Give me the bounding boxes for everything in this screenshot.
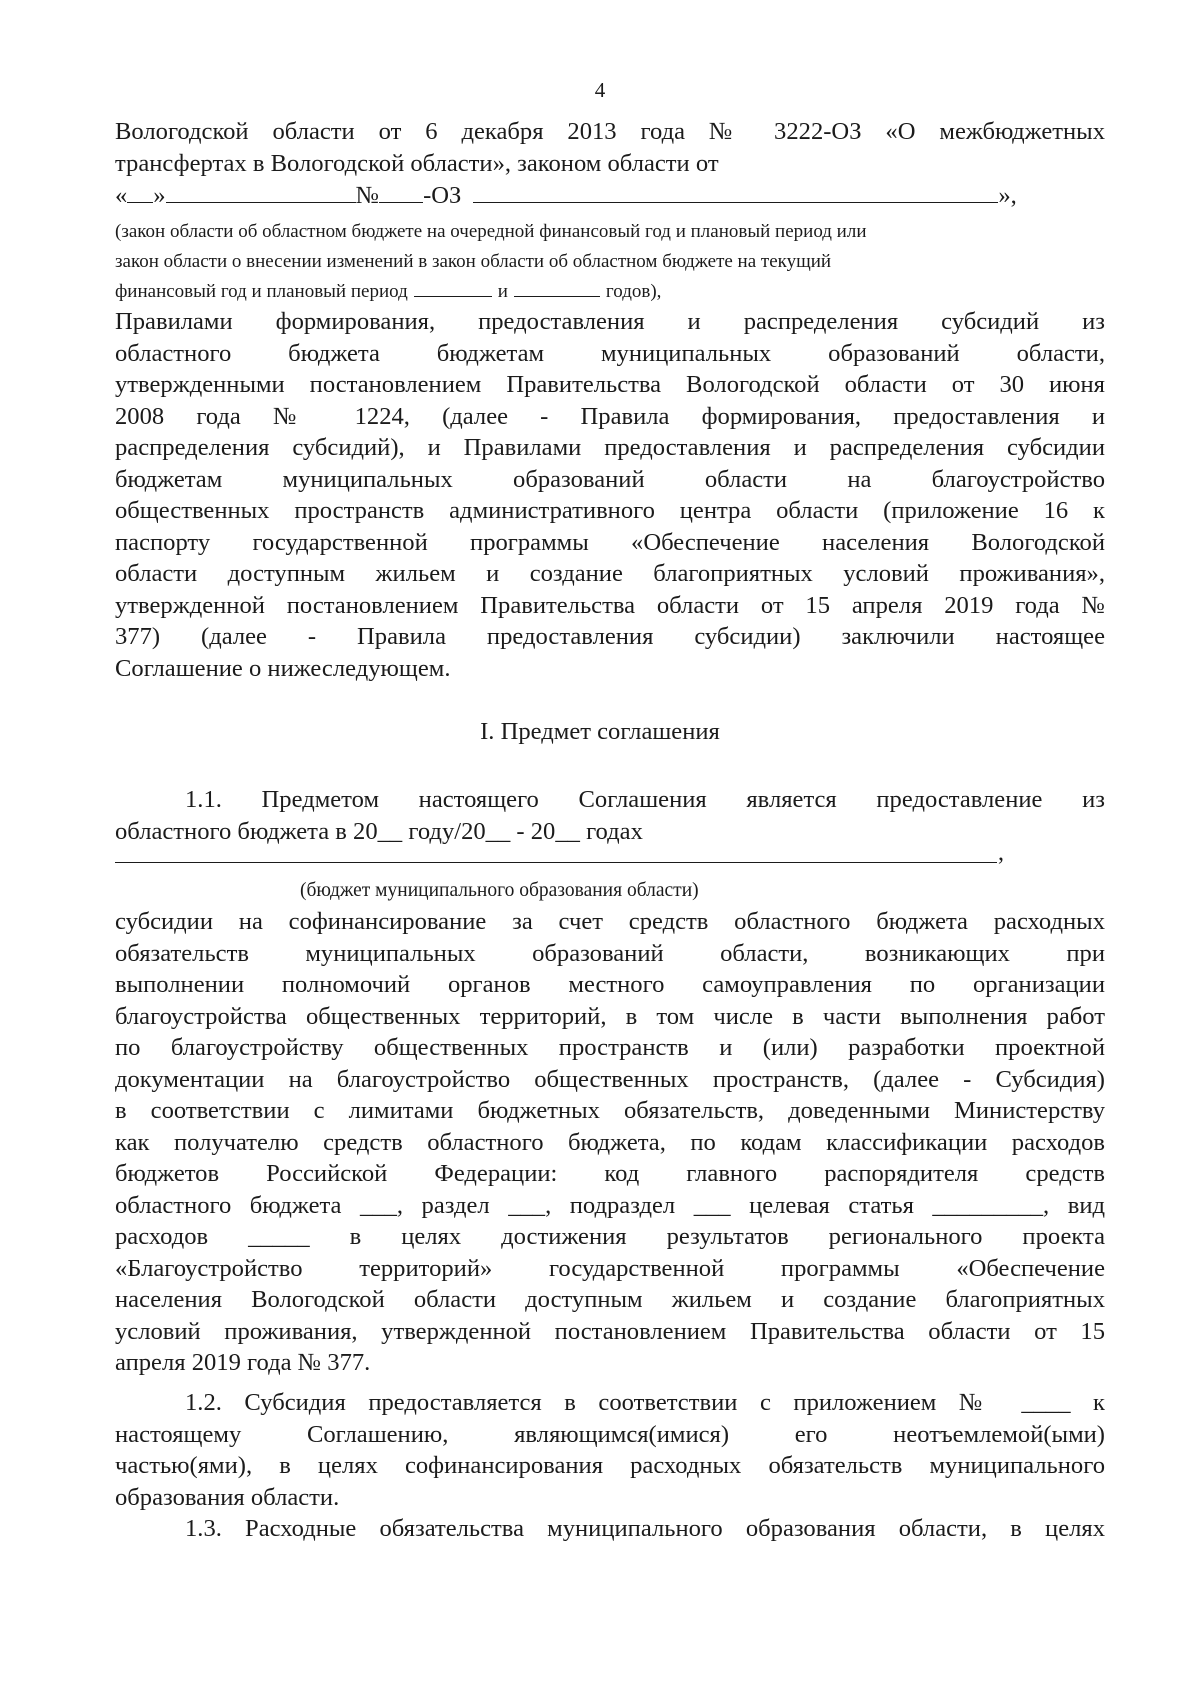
rules-line: общественных пространств административного центра области (приложение 16 к [115,497,1105,524]
rules-paragraph [115,306,1105,684]
rules-line: распределения субсидий), и Правилами предоставления и распределения субсидии [115,434,1105,461]
law-number-blank [379,182,423,203]
budget-blank-line [115,862,997,863]
clause-1-3 [115,1513,1105,1545]
intro-line: Вологодской области от 6 декабря 2013 года № 3222-ОЗ «О межбюджетных [115,118,1105,145]
clause-1-1-line: 1.1. Предметом настоящего Соглашения является предоставление из [185,786,1105,813]
law-note-part: годов), [605,281,662,302]
rules-line: паспорту государственной программы «Обеспечение населения Вологодской [115,528,1105,556]
rules-line: Соглашение о нижеследующем. [115,654,451,682]
rules-line: 377) (далее - Правила предоставления субсидии) заключили настоящее [115,623,1105,650]
clause-1-2 [115,1387,1105,1513]
law-note-part: финансовый год и плановый период [115,281,408,302]
clause-1-1 [115,784,1105,847]
clause-1-2-line: образования области. [115,1483,340,1511]
clause-1-2-line: частью(ями), в целях софинансирования расходных обязательств муниципального [115,1452,1105,1479]
subsidy-line: как получателю средств областного бюджета, по кодам классификации расходов [115,1128,1105,1156]
intro-paragraph [115,116,1105,179]
subsidy-line: «Благоустройство территорий» государственной программы «Обеспечение [115,1254,1105,1282]
law-line-end: », [998,182,1017,209]
month-year-blank [166,182,356,203]
subsidy-line: выполнении полномочий органов местного самоуправления по организации [115,971,1105,998]
intro-line: трансфертах в Вологодской области», законом области от [115,149,719,177]
subsidy-line: расходов _____ в целях достижения результатов регионального проекта [115,1223,1105,1250]
rules-line: 2008 года № 1224, (далее - Правила формирования, предоставления и [115,402,1105,430]
law-reference-line [115,180,1105,212]
rules-line: утвержденными постановлением Правительства Вологодской области от 30 июня [115,371,1105,398]
subsidy-line: благоустройства общественных территорий, в том числе в части выполнения работ [115,1002,1105,1030]
subsidy-line: апреля 2019 года № 377. [115,1349,371,1376]
subsidy-line: по благоустройству общественных пространств и (или) разработки проектной [115,1034,1105,1061]
subsidy-line: бюджетов Российской Федерации: код главного распорядителя средств [115,1160,1105,1187]
law-title-blank [473,182,998,203]
subsidy-line: условий проживания, утвержденной постановлением Правительства области от 15 [115,1317,1105,1345]
law-note [115,217,1105,307]
subsidy-paragraph [115,906,1105,1379]
subsidy-line: обязательств муниципальных образований области, возникающих при [115,939,1105,967]
subsidy-line: населения Вологодской области доступным жильем и создание благоприятных [115,1286,1105,1313]
rules-line: Правилами формирования, предоставления и распределения субсидий из [115,308,1105,335]
clause-1-3-line: 1.3. Расходные обязательства муниципального образования области, в целях [185,1515,1105,1542]
clause-1-2-line: 1.2. Субсидия предоставляется в соответствии с приложением № ____ к [185,1389,1105,1416]
clause-1-1-line: областного бюджета в 20__ году/20__ - 20__ годах [115,817,643,845]
close-quote: » [153,182,166,209]
subsidy-line: областного бюджета ___, раздел ___, подраздел ___ целевая статья _________, вид [115,1191,1105,1219]
clause-1-2-line: настоящему Соглашению, являющимся(имися) его неотъемлемой(ыми) [115,1420,1105,1448]
page-number: 4 [594,78,606,102]
rules-line: бюджетам муниципальных образований области на благоустройство [115,465,1105,493]
law-note-part: и [497,281,508,302]
law-note-line: (закон области об областном бюджете на очередной финансовый год и плановый период или [115,221,867,242]
subsidy-line: субсидии на софинансирование за счет средств областного бюджета расходных [115,908,1105,935]
open-quote: « [115,182,128,209]
subsidy-line: в соответствии с лимитами бюджетных обязательств, доведенными Министерству [115,1097,1105,1124]
year-blank [414,280,492,297]
section-heading: I. Предмет соглашения [480,718,720,745]
rules-line: области доступным жильем и создание благоприятных условий проживания», [115,560,1105,587]
budget-blank-comma: , [998,840,1004,866]
law-note-last-line [115,277,1105,307]
day-blank [127,182,153,203]
law-note-line: закон области о внесении изменений в закон области об областном бюджете на текущий [115,251,832,272]
year-blank [514,280,600,297]
rules-line: утвержденной постановлением Правительства области от 15 апреля 2019 года № [115,591,1105,619]
subsidy-line: документации на благоустройство общественных пространств, (далее - Субсидия) [115,1065,1105,1093]
number-sign: № [355,182,380,209]
rules-line: областного бюджета бюджетам муниципальных образований области, [115,339,1105,367]
oz-suffix: -ОЗ [423,182,462,209]
budget-caption: (бюджет муниципального образования области) [300,880,699,901]
